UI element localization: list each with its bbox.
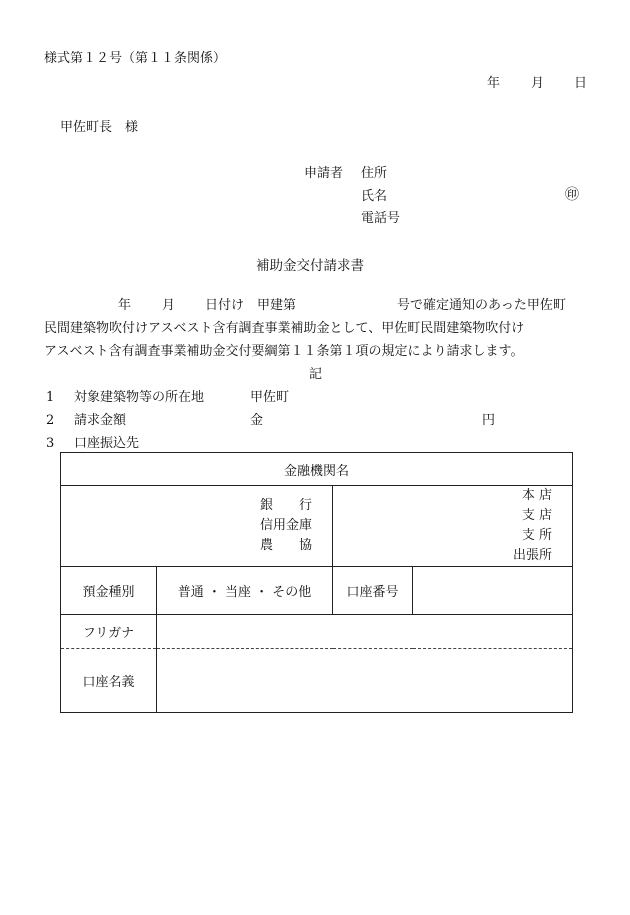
date-day: 日	[574, 76, 588, 91]
furigana-label: フリガナ	[82, 626, 135, 641]
ki-mark: 記	[309, 367, 323, 382]
branch-type-branch: 支 店	[521, 508, 553, 523]
seal-mark: ㊞	[565, 187, 579, 203]
item-1-number: 1	[46, 390, 55, 405]
account-number-label: 口座番号	[346, 585, 399, 600]
bank-name-cell[interactable]	[61, 486, 333, 567]
bank-header-cell	[61, 453, 573, 486]
deposit-type-label-cell	[61, 567, 157, 615]
item-2-suffix: 円	[482, 413, 496, 428]
address-label: 住所	[361, 166, 388, 181]
item-3-label: 口座振込先	[74, 436, 140, 451]
branch-name-cell[interactable]	[333, 486, 573, 567]
furigana-label-cell	[61, 615, 157, 649]
item-2-label: 請求金額	[74, 413, 127, 428]
body-dated: 日付け 甲建第	[205, 298, 297, 313]
bank-header-label: 金融機関名	[284, 463, 350, 479]
deposit-options: 普通 ・ 当座 ・ その他	[177, 585, 312, 600]
branch-type-head: 本 店	[521, 488, 553, 503]
phone-label: 電話号	[361, 211, 401, 226]
name-label: 氏名	[361, 189, 388, 204]
bank-type-shinkin: 信用金庫	[259, 518, 312, 533]
item-2-prefix: 金	[250, 413, 264, 428]
date-year: 年	[487, 76, 501, 91]
body-line1-rest: 号で確定通知のあった甲佐町	[397, 298, 566, 313]
bank-type-list	[61, 496, 332, 556]
branch-type-list	[333, 486, 572, 566]
account-number-field[interactable]	[413, 567, 573, 615]
body-line3: アスベスト含有調査事業補助金交付要綱第１１条第１項の規定により請求します。	[44, 344, 524, 359]
body-year: 年	[118, 298, 132, 313]
applicant-label: 申請者	[304, 166, 344, 181]
furigana-field[interactable]	[157, 615, 573, 649]
branch-type-outpost: 出張所	[513, 548, 553, 563]
bank-type-nokyo: 農 協	[259, 538, 312, 553]
item-3-number: 3	[46, 436, 55, 451]
item-1-value: 甲佐町	[250, 390, 290, 405]
item-2-number: 2	[46, 413, 55, 428]
bank-account-table	[60, 452, 573, 713]
document-title: 補助金交付請求書	[256, 258, 364, 274]
account-holder-label: 口座名義	[82, 675, 135, 690]
branch-type-office: 支 所	[521, 528, 553, 543]
account-holder-field[interactable]	[157, 649, 573, 713]
body-line2: 民間建築物吹付けアスベスト含有調査事業補助金として、甲佐町民間建築物吹付け	[44, 321, 525, 336]
addressee: 甲佐町長 様	[60, 120, 139, 135]
item-1-label: 対象建築物等の所在地	[74, 390, 205, 405]
form-number: 様式第１２号（第１１条関係）	[44, 51, 227, 66]
date-month: 月	[531, 76, 545, 91]
deposit-type-label: 預金種別	[82, 585, 135, 600]
account-number-label-cell	[333, 567, 413, 615]
body-month: 月	[162, 298, 176, 313]
deposit-options-cell[interactable]	[157, 567, 333, 615]
bank-type-bank: 銀 行	[259, 498, 312, 513]
account-holder-label-cell	[61, 649, 157, 713]
